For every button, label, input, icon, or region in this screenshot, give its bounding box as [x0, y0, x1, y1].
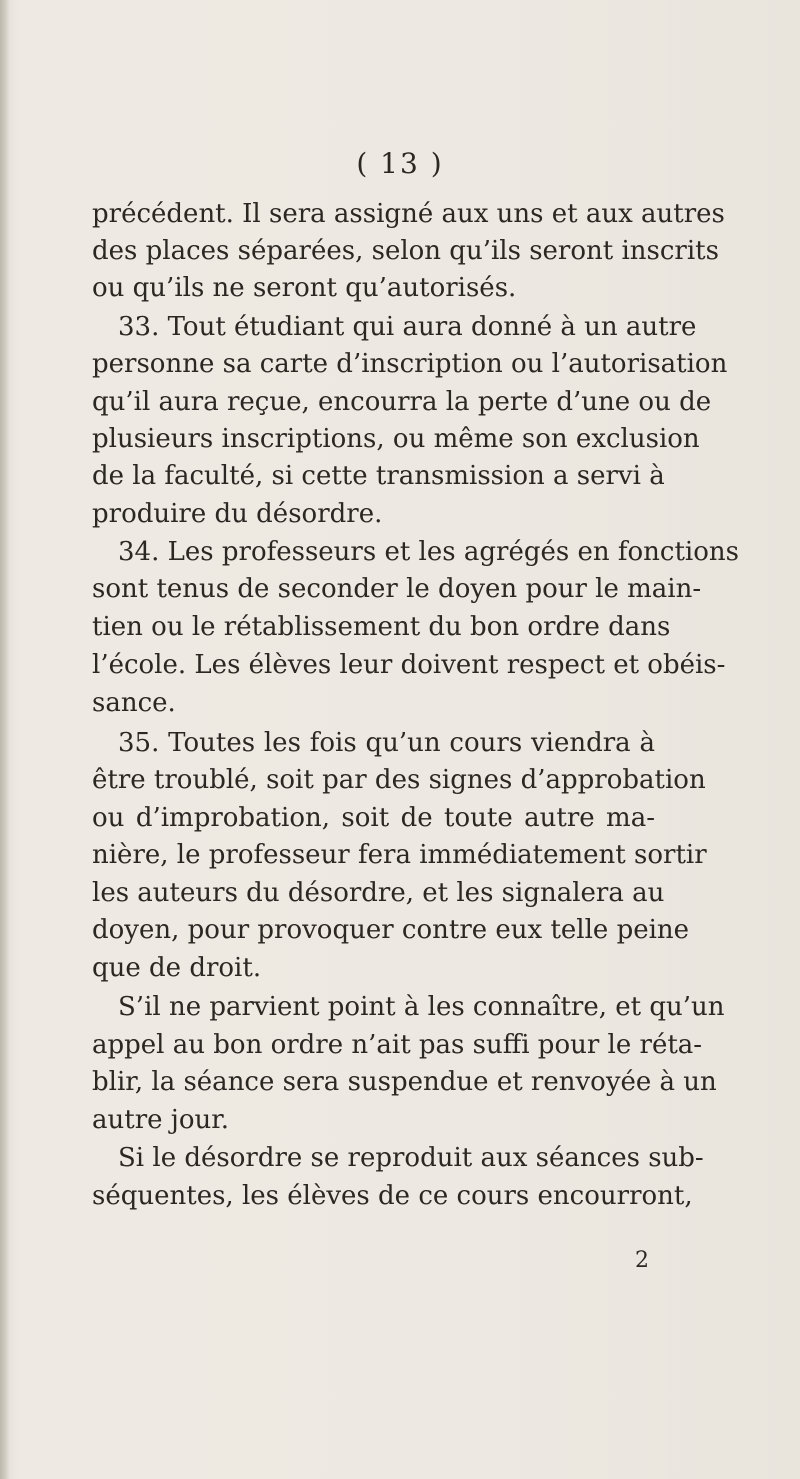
text-line: précédent. Il sera assigné aux uns et aux autres: [92, 199, 725, 229]
text-line: 33. Tout étudiant qui aura donné à un autre: [118, 312, 697, 342]
text-line: ou qu’ils ne seront qu’autorisés.: [92, 273, 517, 303]
text-line: appel au bon ordre n’ait pas suffi pour le réta-: [92, 1030, 703, 1060]
text-line: produire du désordre.: [92, 499, 383, 529]
text-line: autre jour.: [92, 1105, 230, 1135]
text-line: doyen, pour provoquer contre eux telle peine: [92, 915, 690, 945]
text-line: les auteurs du désordre, et les signalera au: [92, 878, 665, 908]
text-line: l’école. Les élèves leur doivent respect et obéis-: [92, 650, 726, 680]
text-line: tien ou le rétablissement du bon ordre dans: [92, 612, 671, 642]
text-line: personne sa carte d’inscription ou l’autorisation: [92, 349, 728, 379]
text-line: sont tenus de seconder le doyen pour le main-: [92, 574, 702, 604]
page-number: ( 13 ): [356, 147, 444, 180]
text-line: ou d’improbation, soit de toute autre ma-: [92, 803, 655, 833]
text-line: de la faculté, si cette transmission a servi à: [92, 461, 665, 491]
text-line: nière, le professeur fera immédiatement sortir: [92, 840, 707, 870]
signature-mark: 2: [635, 1248, 649, 1273]
text-line: qu’il aura reçue, encourra la perte d’une ou de: [92, 387, 712, 417]
text-line: séquentes, les élèves de ce cours encourront,: [92, 1181, 693, 1211]
text-line: blir, la séance sera suspendue et renvoyée à un: [92, 1067, 717, 1097]
text-line: plusieurs inscriptions, ou même son exclusion: [92, 424, 700, 454]
text-line: 35. Toutes les fois qu’un cours viendra à: [118, 728, 655, 758]
text-line: sance.: [92, 688, 176, 718]
text-line: être troublé, soit par des signes d’approbation: [92, 765, 706, 795]
text-line: que de droit.: [92, 953, 262, 983]
text-line: Si le désordre se reproduit aux séances sub-: [118, 1143, 704, 1173]
text-line: 34. Les professeurs et les agrégés en fonctions: [118, 537, 739, 567]
text-line: des places séparées, selon qu’ils seront inscrits: [92, 236, 719, 266]
text-line: S’il ne parvient point à les connaître, et qu’un: [118, 992, 725, 1022]
